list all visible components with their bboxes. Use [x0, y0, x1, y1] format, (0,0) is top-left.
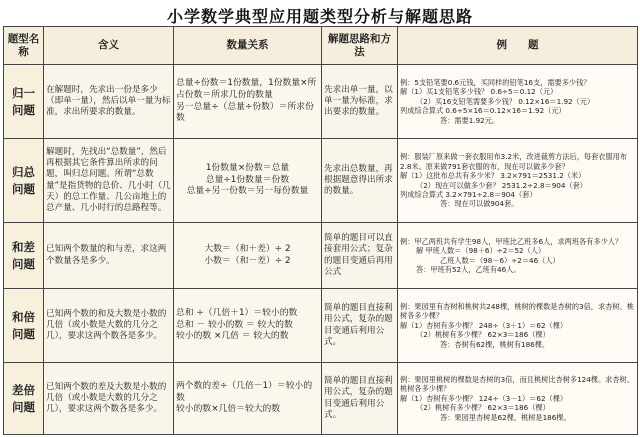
table-row: [4, 223, 638, 289]
example-line: 例：5支铅笔要0.6元钱，买同样的铅笔16支，需要多少钱？: [400, 77, 591, 87]
relation-cell: [174, 223, 322, 289]
example-line: 答：果园里杏树是62棵，桃树是186棵。: [440, 412, 571, 422]
header-row: [4, 27, 638, 65]
definition-cell: 已知两个数量的和与差，求这两个数量各是多少。: [44, 223, 174, 289]
relation-line: 总和 ÷（几倍＋1）＝较小的数: [176, 308, 298, 319]
example-line: 答：杏树有62棵，桃树有186棵。: [440, 339, 550, 349]
table-row: [4, 363, 638, 435]
example-line: （2）现在可以做多少套？ 2531.2÷2.8＝904（套）: [416, 180, 587, 190]
example-cell: [398, 65, 638, 139]
table-row: [4, 289, 638, 363]
relation-line: 1份数量×份数＝总量: [205, 163, 290, 174]
definition-cell: 在解题时，先求出一份是多少（即单一量），然后以单一量为标准，求出所要求的数量。: [44, 65, 174, 139]
relation-cell: [174, 289, 322, 363]
type-name-line: 问题: [12, 326, 35, 341]
example-line: 例：甲乙两班共有学生98人，甲班比乙班多6人，求两班各有多少人？: [400, 236, 623, 246]
example-line: 解（1）杏树有多少棵？ 124÷（3－1）＝62（棵）: [400, 393, 568, 403]
relation-line: 总和 － 较小的数 ＝ 较大的数: [176, 319, 293, 330]
table-row: [4, 65, 638, 139]
relation-line: 较小的数×几倍＝较大的数: [176, 404, 281, 415]
example-cell: [398, 363, 638, 435]
example-cell: [398, 223, 638, 289]
example-line: 列成综合算式 0.6÷5×16＝0.12×16＝1.92（元）: [400, 106, 566, 116]
relation-line: 两个数的差÷（几倍－1）＝较小的数: [176, 381, 313, 403]
example-line: （2）买16支铅笔需要多少钱？ 0.12×16＝1.92（元）: [416, 96, 595, 106]
example-line: 答：甲班有52人，乙班有46人。: [416, 264, 521, 274]
example-line: 答：需要1.92元。: [440, 115, 500, 125]
header-definition: 含义: [44, 27, 174, 65]
type-name-line: 和差: [12, 239, 35, 254]
header-example: 例 题: [398, 27, 638, 65]
definition-cell: 解题时，先找出“总数量”，然后再根据其它条件算出所求的问题，叫归总问题。所谓“总数量”是指货物的总价、几小时（几天）的总工作量、几公亩地上的总产量、几小时行的总路程等。: [44, 139, 174, 223]
example-line: 解（1）买1支铅笔多少钱？ 0.6÷5＝0.12（元）: [400, 87, 558, 97]
type-name-cell: [4, 65, 44, 139]
relation-line: 较小的数 ×几倍 ＝ 较大的数: [176, 331, 289, 342]
example-line: 列成综合算式 3.2×791÷2.8＝904（套）: [400, 189, 537, 199]
example-cell: [398, 139, 638, 223]
type-name-cell: [4, 139, 44, 223]
relation-cell: [174, 363, 322, 435]
method-cell: 先求出单一量，以单一量为标准，求出要求的数量。: [322, 65, 398, 139]
definition-cell: 已知两个数的和及大数是小数的几倍（或小数是大数的几分之几），要求这两个数各是多少。: [44, 289, 174, 363]
relation-line: 大数＝（和＋差）÷ 2: [204, 243, 291, 254]
type-name-line: 差倍: [12, 382, 35, 397]
method-cell: 简单的题目直接利用公式，复杂的题目变通后利用公式。: [322, 363, 398, 435]
definition-cell: 已知两个数的差及大数是小数的几倍（或小数是大数的几分之几），要求这两个数各是多少。: [44, 363, 174, 435]
relation-line: 总量÷1份数量＝份数: [205, 174, 290, 185]
example-line: 例：果园里桃树的棵数是杏树的3倍，而且桃树比杏树多124棵。求杏树、桃树各多少棵？: [400, 374, 634, 394]
example-line: 乙班人数＝（98－6）÷2＝46（人）: [440, 255, 560, 265]
type-name-line: 归总: [12, 164, 35, 179]
page-title: 小学数学典型应用题类型分析与解题思路: [166, 7, 473, 26]
relation-line: 小数＝（和－差）÷ 2: [204, 255, 291, 266]
header-type-name: 题型名称: [4, 27, 44, 65]
example-line: 解（1）这批布总共有多少米？ 3.2×791＝2531.2（米）: [400, 171, 586, 181]
header-method: 解题思路和方法: [322, 27, 398, 65]
method-cell: 先求出总数量，再根据题意得出所求的数量。: [322, 139, 398, 223]
type-name-cell: [4, 289, 44, 363]
table-row: [4, 139, 638, 223]
relation-line: 另一总量÷（总量÷份数）＝所求份数: [176, 101, 314, 124]
example-line: 例：果园里有杏树和桃树共248棵，桃树的棵数是杏树的3倍，求杏树、桃树各多少棵？: [400, 301, 634, 321]
type-name-line: 问题: [12, 181, 35, 196]
example-line: （2）桃树有多少棵？ 62×3＝186（棵）: [416, 403, 550, 413]
relation-line: 总量÷另一份数＝另一每份数量: [186, 186, 309, 197]
example-line: 例：服装厂原来做一套衣服用布3.2米，改进裁剪方法后，每套衣服用布2.8米。原来做791套衣服的布，现在可以做多少套？: [400, 152, 628, 171]
example-line: 解 甲班人数＝（98＋6）÷2＝52（人）: [416, 246, 546, 256]
type-name-cell: [4, 223, 44, 289]
example-line: 解（1）杏树有多少棵？ 248÷（3＋1）＝62（棵）: [400, 320, 568, 330]
example-line: （2）桃树有多少棵？ 62×3＝186（棵）: [416, 330, 550, 340]
example-line: 答：现在可以做904套。: [440, 199, 519, 209]
problem-types-table: [3, 26, 638, 435]
method-cell: 简单的题目直接利用公式，复杂的题目变通后利用公式。: [322, 289, 398, 363]
type-name-line: 归一: [12, 85, 35, 100]
type-name-line: 问题: [12, 102, 35, 117]
method-cell: 简单的题目可以直接套用公式；复杂的题目变通后再用公式: [322, 223, 398, 289]
relation-line: 总量÷份数＝1份数量，1份数量×所占份数＝所求几份的数量: [176, 78, 317, 100]
relation-cell: [174, 139, 322, 223]
header-relation: 数量关系: [174, 27, 322, 65]
type-name-cell: [4, 363, 44, 435]
type-name-line: 问题: [12, 399, 35, 414]
relation-cell: [174, 65, 322, 139]
type-name-line: 和倍: [12, 309, 35, 324]
type-name-line: 问题: [12, 256, 35, 271]
example-cell: [398, 289, 638, 363]
